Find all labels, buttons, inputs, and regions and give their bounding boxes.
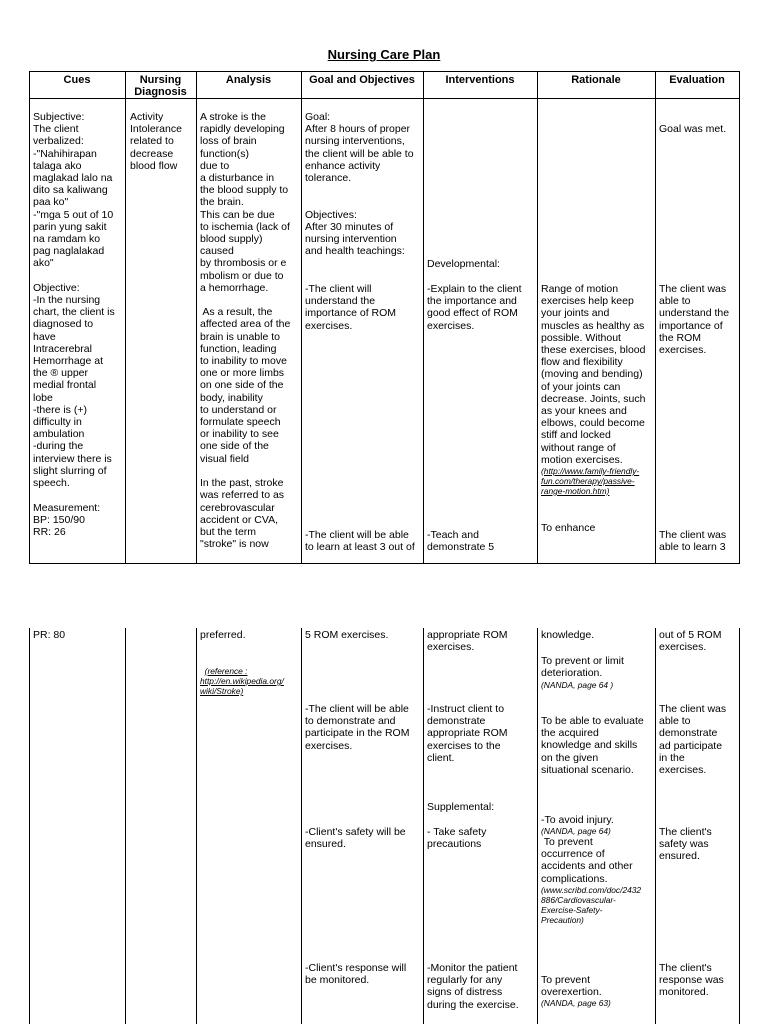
intervention-supplemental: Supplemental: xyxy=(427,801,495,813)
header-nursing-diagnosis xyxy=(125,74,196,98)
cues-cell: Subjective: The client verbalized: -"Nahihirapan talaga ako maglakad lalo na dito sa kaliwang paa ko" -"mga 5 out of 10 parin yung sakit na ramdam ko pag naglalakad ako" Objective: -In the nursing chart, the client is diagnosed to have Intracerebral Hemorrhage at the ® upper medial frontal lobe -there is (+) difficulty in ambulation -during the interview there is slight slurring of speech. Measurement: BP: 150/90 RR: 26 xyxy=(33,111,115,538)
rationale-avoid-injury-ref: (NANDA, page 64) xyxy=(541,826,611,836)
diagnosis-cell: Activity Intolerance related to decrease blood flow xyxy=(130,111,182,172)
analysis-preferred: preferred. xyxy=(200,629,246,641)
cues-pr: PR: 80 xyxy=(33,629,66,641)
evaluation-goal-met: Goal was met. xyxy=(659,123,727,135)
page-title: Nursing Care Plan xyxy=(327,47,441,62)
rationale-accidents-ref: (www.scribd.com/doc/2432 886/Cardiovascular- Exercise-Safety- Precaution) xyxy=(541,885,642,925)
intervention-safety: - Take safety precautions xyxy=(427,826,487,851)
intervention-monitor: -Monitor the patient regularly for any signs of distress during the exercise. xyxy=(427,962,519,1011)
header-interventions: Interventions xyxy=(445,74,515,86)
analysis-cell: A stroke is the rapidly developing loss of brain function(s) due to a disturbance in the blood supply to the brain. This can be due to ischemia (lack of blood supply) caused by thrombosis or e mbolism or due to a hemorrhage. As a result, the affected area of the brain is unable to function, leading to inability to move one or more limbs on one side of the body, inability to understand or formulate speech or inability to see one side of the visual field In the past, stroke was referred to as cerebrovascular accident or CVA, but the term "stroke" is now xyxy=(200,111,291,551)
rationale-reference: (http://www.family-friendly- fun.com/therapy/passive- range-motion.htm) xyxy=(541,466,640,496)
header-goal: Goal and Objectives xyxy=(309,74,415,86)
rationale-accidents: To prevent occurrence of accidents and other complications. xyxy=(541,836,633,885)
intervention-instruct: -Instruct client to demonstrate appropriate ROM exercises to the client. xyxy=(427,703,508,764)
header-cues: Cues xyxy=(63,74,91,86)
rationale-prevent-ref: (NANDA, page 64 ) xyxy=(541,680,614,690)
header-rationale: Rationale xyxy=(571,74,621,86)
header-evaluation: Evaluation xyxy=(669,74,725,86)
objective-safety: -Client's safety will be ensured. xyxy=(305,826,406,851)
header-diagnosis: Diagnosis xyxy=(134,86,187,98)
rationale-knowledge: knowledge. xyxy=(541,629,595,641)
rationale-enhance: To enhance xyxy=(541,522,596,534)
rationale-evaluate: To be able to evaluate the acquired knowledge and skills on the given situational scenario. xyxy=(541,715,644,776)
header-nursing: Nursing xyxy=(139,74,182,86)
evaluation-monitored: The client's response was monitored. xyxy=(659,962,724,999)
rationale-overexertion-ref: (NANDA, page 63) xyxy=(541,998,611,1008)
intervention-explain: -Explain to the client the importance and good effect of ROM exercises. xyxy=(427,283,522,332)
goal-rom-exercises: 5 ROM exercises. xyxy=(305,629,389,641)
header-analysis: Analysis xyxy=(225,74,272,86)
evaluation-rom-exercises: out of 5 ROM exercises. xyxy=(659,629,722,654)
intervention-appropriate-rom: appropriate ROM exercises. xyxy=(427,629,508,654)
evaluation-safety: The client's safety was ensured. xyxy=(659,826,712,863)
objective-understand: -The client will understand the importance of ROM exercises. xyxy=(305,283,397,332)
rationale-avoid-injury: -To avoid injury. xyxy=(541,814,614,826)
evaluation-understand: The client was able to understand the importance of the ROM exercises. xyxy=(659,283,730,357)
evaluation-demonstrate: The client was able to demonstrate ad participate in the exercises. xyxy=(659,703,727,777)
objective-learn: -The client will be able to learn at least 3 out of xyxy=(305,529,415,554)
evaluation-learn: The client was able to learn 3 xyxy=(659,529,727,554)
rationale-overexertion: To prevent overexertion. xyxy=(541,974,602,999)
analysis-reference xyxy=(200,656,284,696)
intervention-teach: -Teach and demonstrate 5 xyxy=(427,529,495,554)
objective-demonstrate: -The client will be able to demonstrate and participate in the ROM exercises. xyxy=(305,703,410,752)
rationale-prevent: To prevent or limit deterioration. xyxy=(541,655,624,680)
intervention-developmental: Developmental: xyxy=(427,258,500,270)
analysis-reference-text: (reference : http://en.wikipedia.org/ wiki/Stroke) xyxy=(200,666,284,696)
rationale-rom: Range of motion exercises help keep your joints and muscles as healthy as possible. Without these exercises, blood flow and flexibility (moving and bending) of your joints can decrease. Joints, such as your knees and elbows, could become stiff and locked without range of motion exercises. xyxy=(541,283,646,466)
objective-monitor: -Client's response will be monitored. xyxy=(305,962,407,987)
goal-cell: Goal: After 8 hours of proper nursing interventions, the client will be able to enhance activity tolerance. Objectives: After 30 minutes of nursing intervention and health teachings: xyxy=(305,111,414,258)
